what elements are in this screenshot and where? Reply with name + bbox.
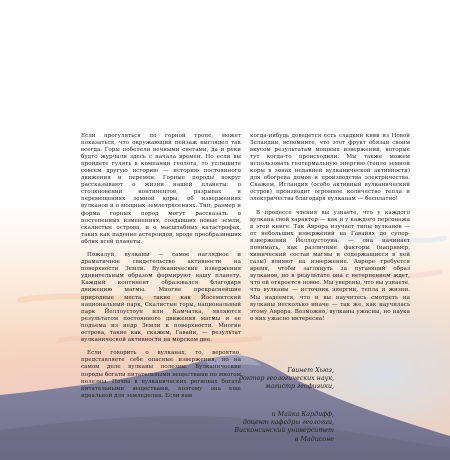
author-affiliation: Висконсинский университет — [234, 427, 334, 435]
author-title: доктор геологических наук, — [239, 375, 334, 383]
paragraph: В процессе чтения вы узнаете, что у каждого вулкана свой характер — как и у каждого персонажа в этой книге. Так Аврора изучает типы вулканов — от небольших извержений на Гавайях до суперизвержений Йеллоустоуна, — она начинает понимать, как различные факторы (например, химический состав магмы и содержащиеся в ней газы) влияют на извержение. Авроре требуется время, чтобы заглянуть за пугающий образ вулканов, но в результате она с нетерпением ждет, что ей откроется новое. Мы уверены, что вы узнаете, что вулканы — источник энергии, тепла и жизни. Мы надеемся, что и вы научитесь смотреть на вулканы несколько иначе — так же, как научилась этому Аврора. Возможно, вулканы ужасны, но наука о них ужасно интересна! — [250, 209, 410, 322]
author-name: и Майка Кардифф, — [271, 411, 334, 418]
left-text-column — [81, 133, 241, 406]
paragraph: когда-нибудь доведется есть сладкий киви из Новой Зеландии, вспомните, что этот фрукт обязан своим вкусом результатам мощных извержений, которые тут когда-то происходили. Мы также можем использовать геотермальную энергию (тепло земной коры в зонах недавней вулканической активности) для обогрева домов и производства электричества. Скажем, Исландия (особо активный вулканический остров) производит огромное количество тепла и электричества благодаря вулканам — бесплатно! — [250, 133, 410, 203]
author-signature-cardiff — [174, 411, 334, 444]
right-text-column — [250, 133, 410, 329]
author-affiliation: в Мадисоне — [294, 435, 334, 443]
paragraph: Если говорить о вулканах, то, вероятно, представляете себе опасные извержения, но на самом деле вулканы полезны. Вулканические породы богаты питательными веществами по многом полезны. Почва в вулканических регионах богата питательными веществами, поэтому она еще идеальной для земледелия. Если вам — [81, 350, 241, 399]
author-title: магистр геофизики, — [265, 383, 334, 391]
paragraph: Пожалуй, вулканы — самое наглядное и драматичное свидетельство активности на поверхности Земли. Вулканические извержения удивительным образом формируют нашу планету. Каждый континент образовался благодаря движению магмы. Многие прекраснейшие природные места, такие как Йосемитский национальный парк, Скалистые горы, национальный парк Йеллоустоун или Камчатка, являются результатом постоянного движения магмы и ее подъема из недр Земли к поверхности. Многие острова, такие как, скажем, Гавайи, — результат вулканической активности на морском дне. — [81, 252, 241, 343]
paragraph: Если прогуляться по горной тропе, может показаться, что окружающий пейзаж выглядел так всегда. Горы побелели вечными снегами, да и реки будто журчали здесь с начала времен. Но если вы пройдете гулять в компании геолога, то услышите совсем другую историю — историю постоянного движения и перемен. Горные породы вокруг рассказывают о жизни нашей планеты: о столкновении континентов, разрывах и перемещениях земной коры, об извержениях вулканов и о мощных землетрясениях. Тип, размер и форма горных пород могут рассказать о постепенных изменениях, создавших новые земли, скалистые острова, и о масштабных катастрофах, таких как падение астероидов, вроде преобразивших облик всей планеты. — [81, 133, 241, 245]
author-signature-hughes — [174, 367, 334, 392]
author-title: доцент кафедры геологии, — [242, 419, 334, 427]
author-name: Гвинет Хьюз, — [287, 367, 334, 374]
